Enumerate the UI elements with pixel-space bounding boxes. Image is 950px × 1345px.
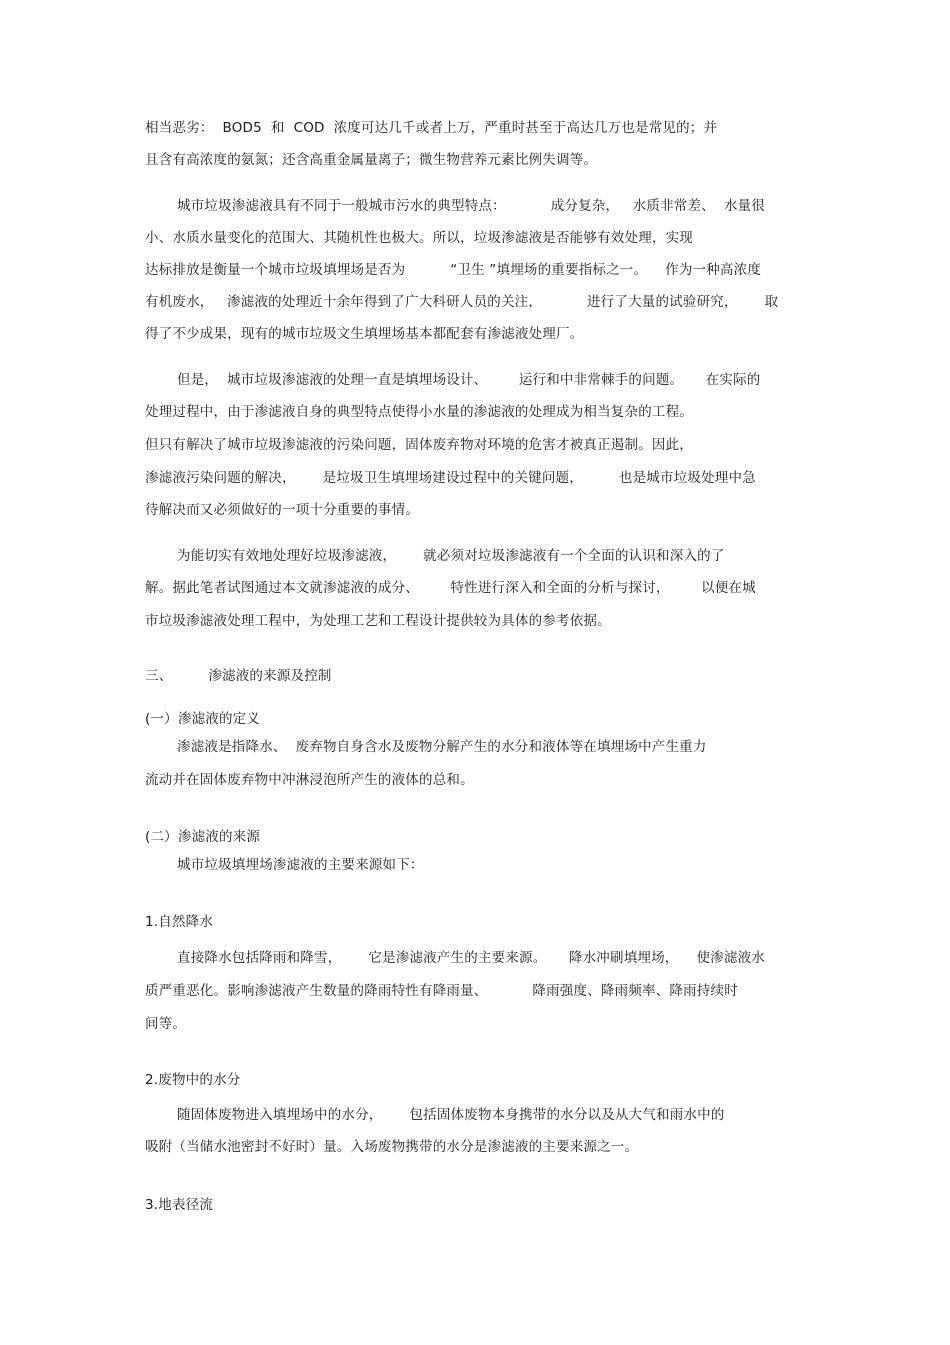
paragraph-line: 质严重恶化。影响渗滤液产生数量的降雨特性有降雨量、 降雨强度、降雨频率、降雨持续时 [145, 983, 738, 999]
paragraph-line: 市垃圾渗滤液处理工程中，为处理工艺和工程设计提供较为具体的参考依据。 [145, 613, 611, 629]
paragraph-line: 相当恶劣： BOD5 和 COD 浓度可达几千或者上万，严重时甚至于高达几万也是常见的；并 [145, 120, 718, 136]
paragraph-line: 但只有解决了城市垃圾渗滤液的污染问题，固体废弃物对环境的危害才被真正遏制。因此， [145, 437, 693, 453]
paragraph-line: 渗滤液污染问题的解决， 是垃圾卫生填埋场建设过程中的关键问题， 也是城市垃圾处理中急 [145, 470, 756, 486]
paragraph-line: 小、水质水量变化的范围大、其随机性也极大。所以，垃圾渗滤液是否能够有效处理，实现 [145, 230, 693, 246]
paragraph-line: 直接降水包括降雨和降雪， 它是渗滤液产生的主要来源。 降水冲刷填埋场， 使渗滤液水 [177, 950, 765, 966]
subsection-heading: (一）渗滤液的定义 [145, 711, 261, 727]
subsection-heading: (二）渗滤液的来源 [145, 829, 261, 845]
paragraph-line: 渗滤液是指降水、 废弃物自身含水及废物分解产生的水分和液体等在填埋场中产生重力 [177, 739, 707, 755]
paragraph-line: 得了不少成果，现有的城市垃圾文生填埋场基本都配套有渗滤液处理厂。 [145, 326, 584, 342]
paragraph-line: 为能切实有效地处理好垃圾渗滤液， 就必须对垃圾渗滤液有一个全面的认识和深入的了 [177, 548, 725, 564]
item-heading: 2.废物中的水分 [145, 1072, 241, 1088]
paragraph-line: 但是， 城市垃圾渗滤液的处理一直是填埋场设计、 运行和中非常棘手的问题。 在实际的 [177, 372, 761, 388]
paragraph-line: 待解决而又必须做好的一项十分重要的事情。 [145, 502, 419, 518]
paragraph-line: 间等。 [145, 1016, 187, 1032]
paragraph-line: 流动并在固体废弃物中冲淋浸泡所产生的液体的总和。 [145, 772, 474, 788]
item-heading: 1.自然降水 [145, 914, 214, 930]
paragraph-line: 处理过程中，由于渗滤液自身的典型特点使得小水量的渗滤液的处理成为相当复杂的工程。 [145, 404, 693, 420]
paragraph-line: 城市垃圾填埋场渗滤液的主要来源如下： [177, 857, 424, 873]
item-heading: 3.地表径流 [145, 1197, 214, 1213]
section-heading: 三、 渗滤液的来源及控制 [145, 668, 332, 684]
paragraph-line: 有机废水， 渗滤液的处理近十余年得到了广大科研人员的关注， 进行了大量的试验研究， 取 [145, 294, 779, 310]
paragraph-line: 解。据此笔者试图通过本文就渗滤液的成分、 特性进行深入和全面的分析与探讨， 以便在城 [145, 580, 756, 596]
paragraph-line: 城市垃圾渗滤液具有不同于一般城市污水的典型特点： 成分复杂， 水质非常差、 水量很 [177, 198, 765, 214]
paragraph-line: 吸附（当储水池密封不好时）量。入场废物携带的水分是渗滤液的主要来源之一。 [145, 1139, 639, 1155]
paragraph-line: 且含有高浓度的氨氮；还含高重金属量离子；微生物营养元素比例失调等。 [145, 152, 598, 168]
paragraph-line: 达标排放是衡量一个城市垃圾填埋场是否为 “卫生 ”填埋场的重要指标之一。 作为一种高浓度 [145, 262, 762, 278]
paragraph-line: 随固体废物进入填埋场中的水分， 包括固体废物本身携带的水分以及从大气和雨水中的 [177, 1107, 725, 1123]
